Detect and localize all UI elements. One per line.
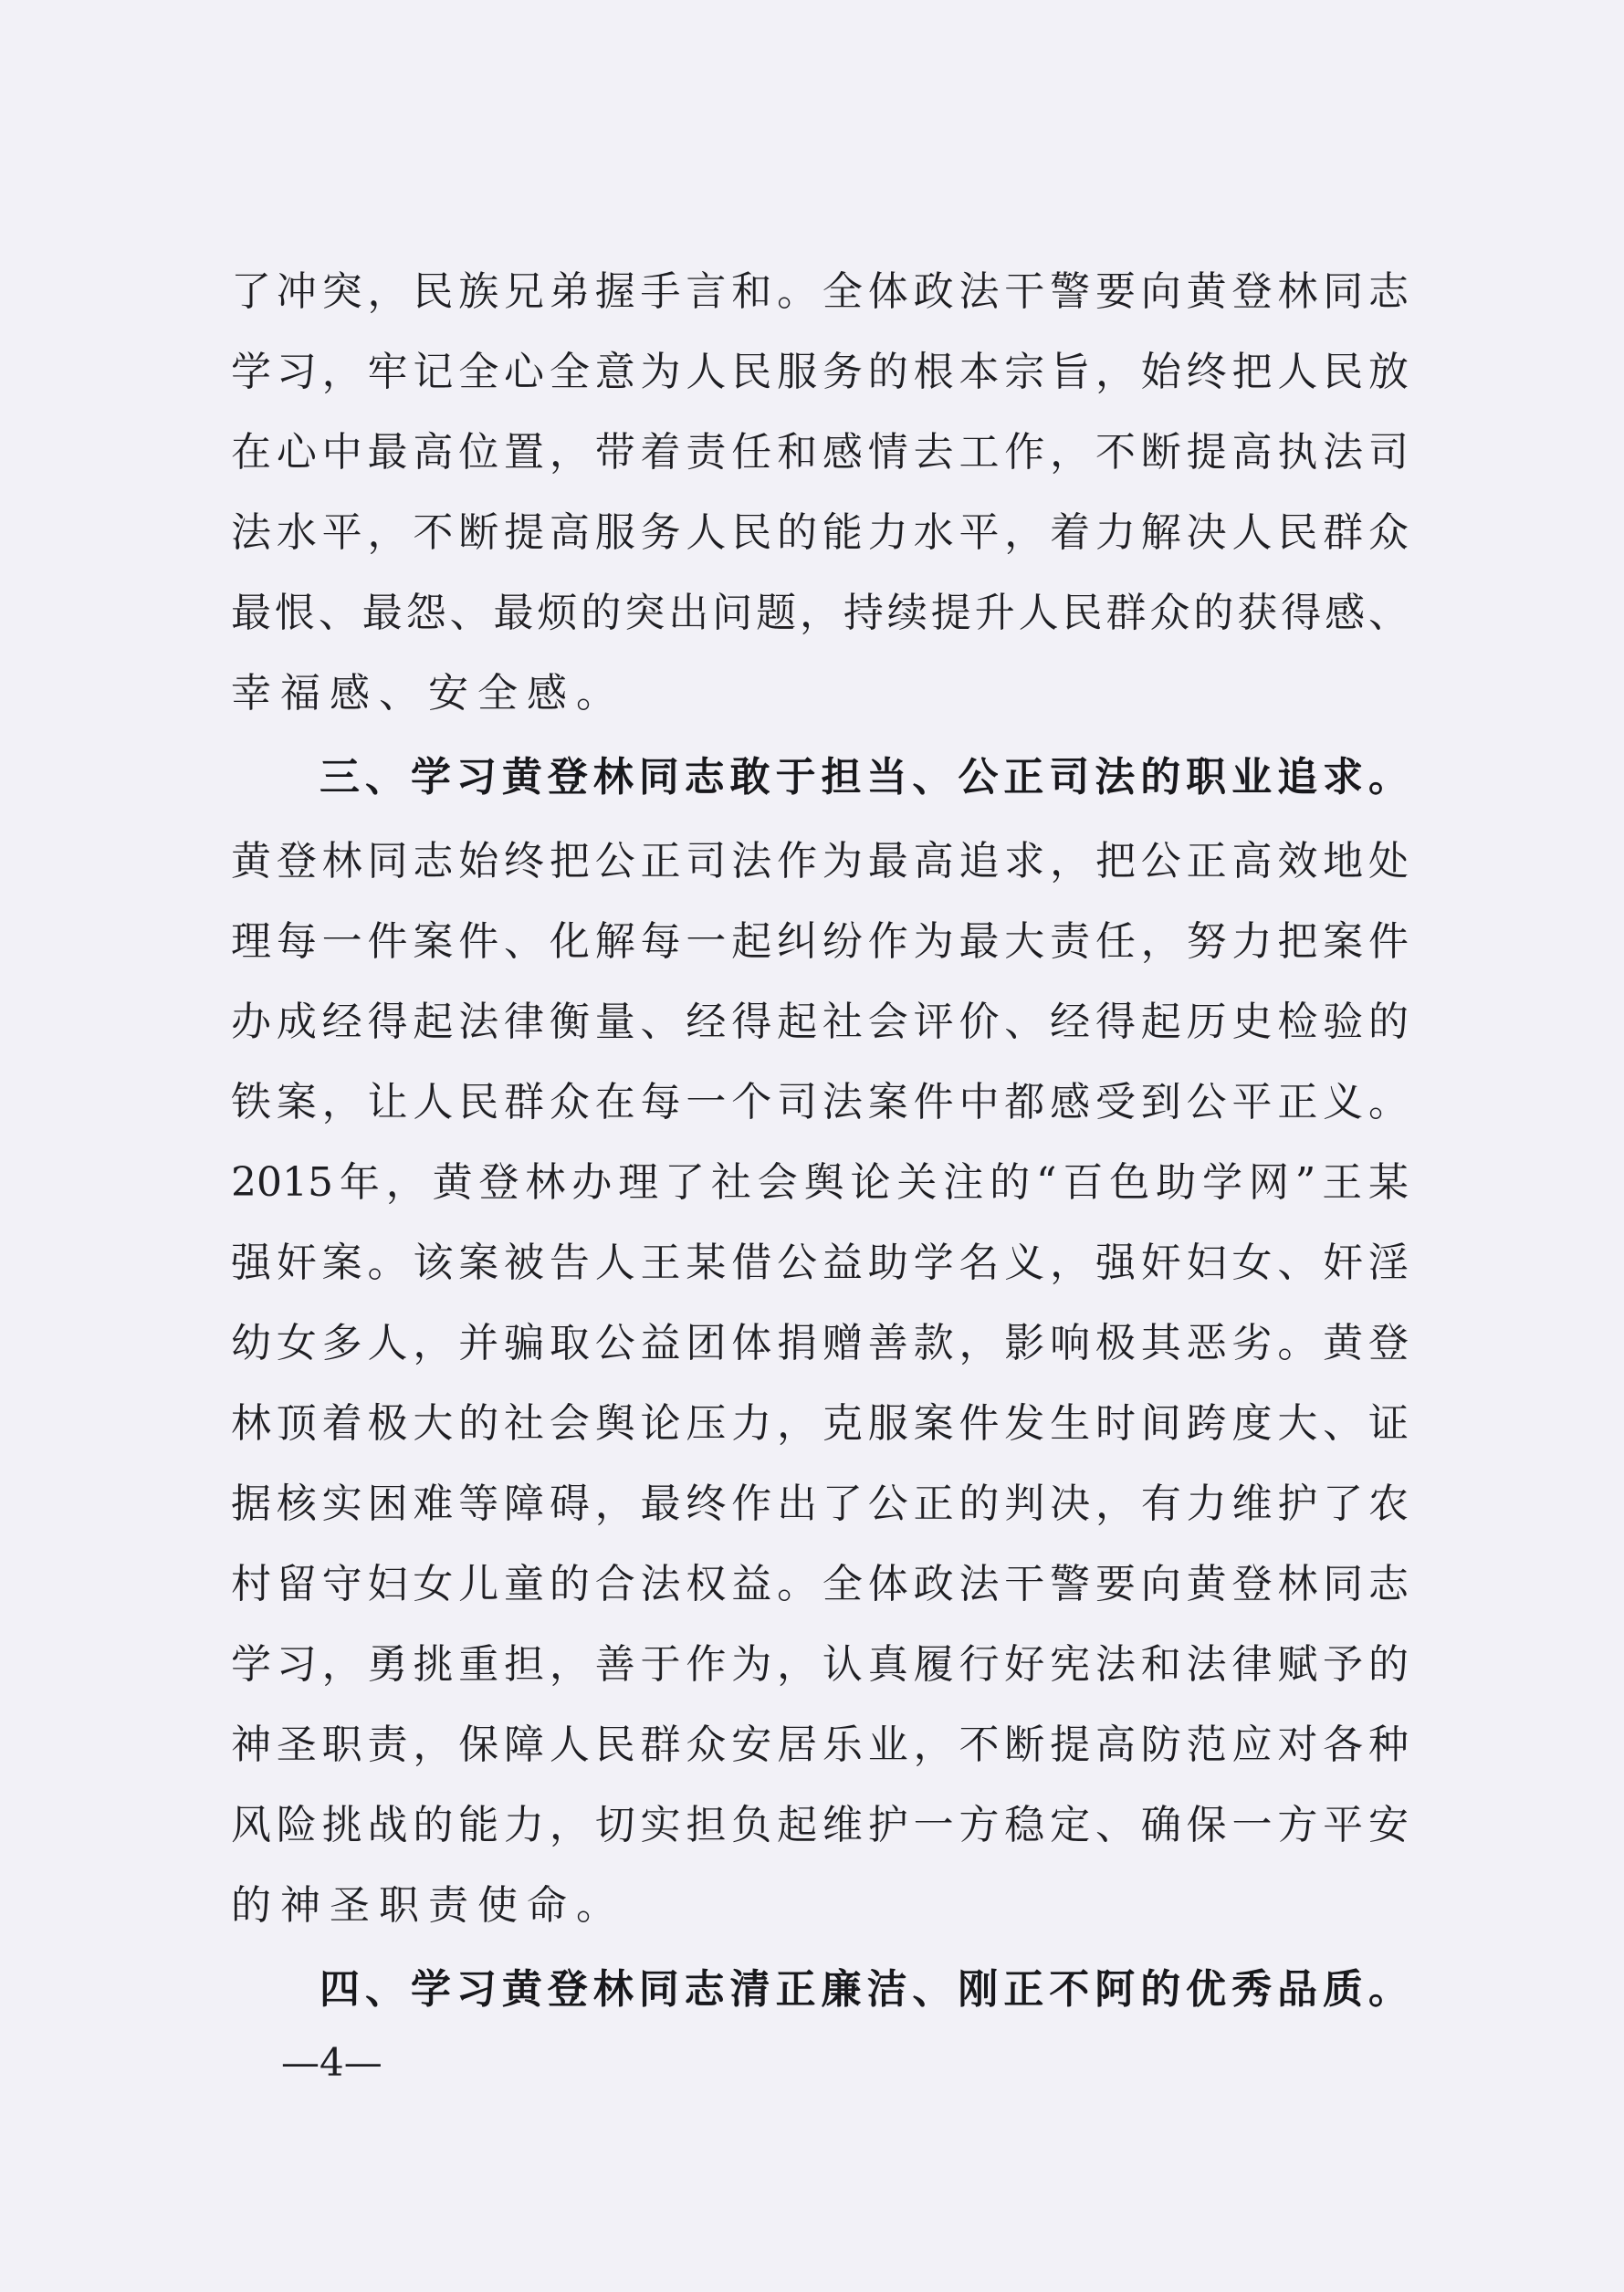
paragraph-line-3: 在心中最高位置，带着责任和感情去工作，不断提高执法司 <box>231 429 1409 476</box>
paragraph-line-6: 幸福感、安全感。 <box>231 670 625 717</box>
paragraph-line-5: 最恨、最怨、最烦的突出问题，持续提升人民群众的获得感、 <box>231 590 1409 636</box>
paragraph-line-1: 了冲突，民族兄弟握手言和。全体政法干警要向黄登林同志 <box>231 268 1409 315</box>
paragraph2-line-1: 黄登林同志始终把公正司法作为最高追求，把公正高效地处 <box>231 838 1409 884</box>
paragraph2-line-11: 学习，勇挑重担，善于作为，认真履行好宪法和法律赋予的 <box>231 1641 1409 1688</box>
paragraph2-line-12: 神圣职责，保障人民群众安居乐业，不断提高防范应对各种 <box>231 1722 1409 1768</box>
paragraph2-line-14: 的神圣职责使命。 <box>231 1882 625 1929</box>
paragraph2-line-9: 据核实困难等障碍，最终作出了公正的判决，有力维护了农 <box>231 1481 1409 1527</box>
paragraph-line-4: 法水平，不断提高服务人民的能力水平，着力解决人民群众 <box>231 509 1409 556</box>
paragraph2-line-2: 理每一件案件、化解每一起纠纷作为最大责任，努力把案件 <box>231 918 1409 965</box>
paragraph2-line-6: 强奸案。该案被告人王某借公益助学名义，强奸妇女、奸淫 <box>231 1240 1409 1286</box>
paragraph2-line-7: 幼女多人，并骗取公益团体捐赠善款，影响极其恶劣。黄登 <box>231 1320 1409 1366</box>
paragraph2-line-10: 村留守妇女儿童的合法权益。全体政法干警要向黄登林同志 <box>231 1561 1409 1607</box>
paragraph2-line-3: 办成经得起法律衡量、经得起社会评价、经得起历史检验的 <box>231 999 1409 1045</box>
paragraph-line-2: 学习，牢记全心全意为人民服务的根本宗旨，始终把人民放 <box>231 349 1409 395</box>
paragraph2-line-5: 2015年，黄登林办理了社会舆论关注的“百色助学网”王某 <box>231 1159 1409 1206</box>
page-number: —4— <box>281 2040 382 2085</box>
section-heading-3: 三、学习黄登林同志敢于担当、公正司法的职业追求。 <box>320 754 1409 801</box>
paragraph2-line-13: 风险挑战的能力，切实担负起维护一方稳定、确保一方平安 <box>231 1802 1409 1848</box>
paragraph2-line-8: 林顶着极大的社会舆论压力，克服案件发生时间跨度大、证 <box>231 1400 1409 1447</box>
paragraph2-line-4: 铁案，让人民群众在每一个司法案件中都感受到公平正义。 <box>231 1079 1409 1125</box>
section-heading-4: 四、学习黄登林同志清正廉洁、刚正不阿的优秀品质。 <box>320 1966 1409 2013</box>
